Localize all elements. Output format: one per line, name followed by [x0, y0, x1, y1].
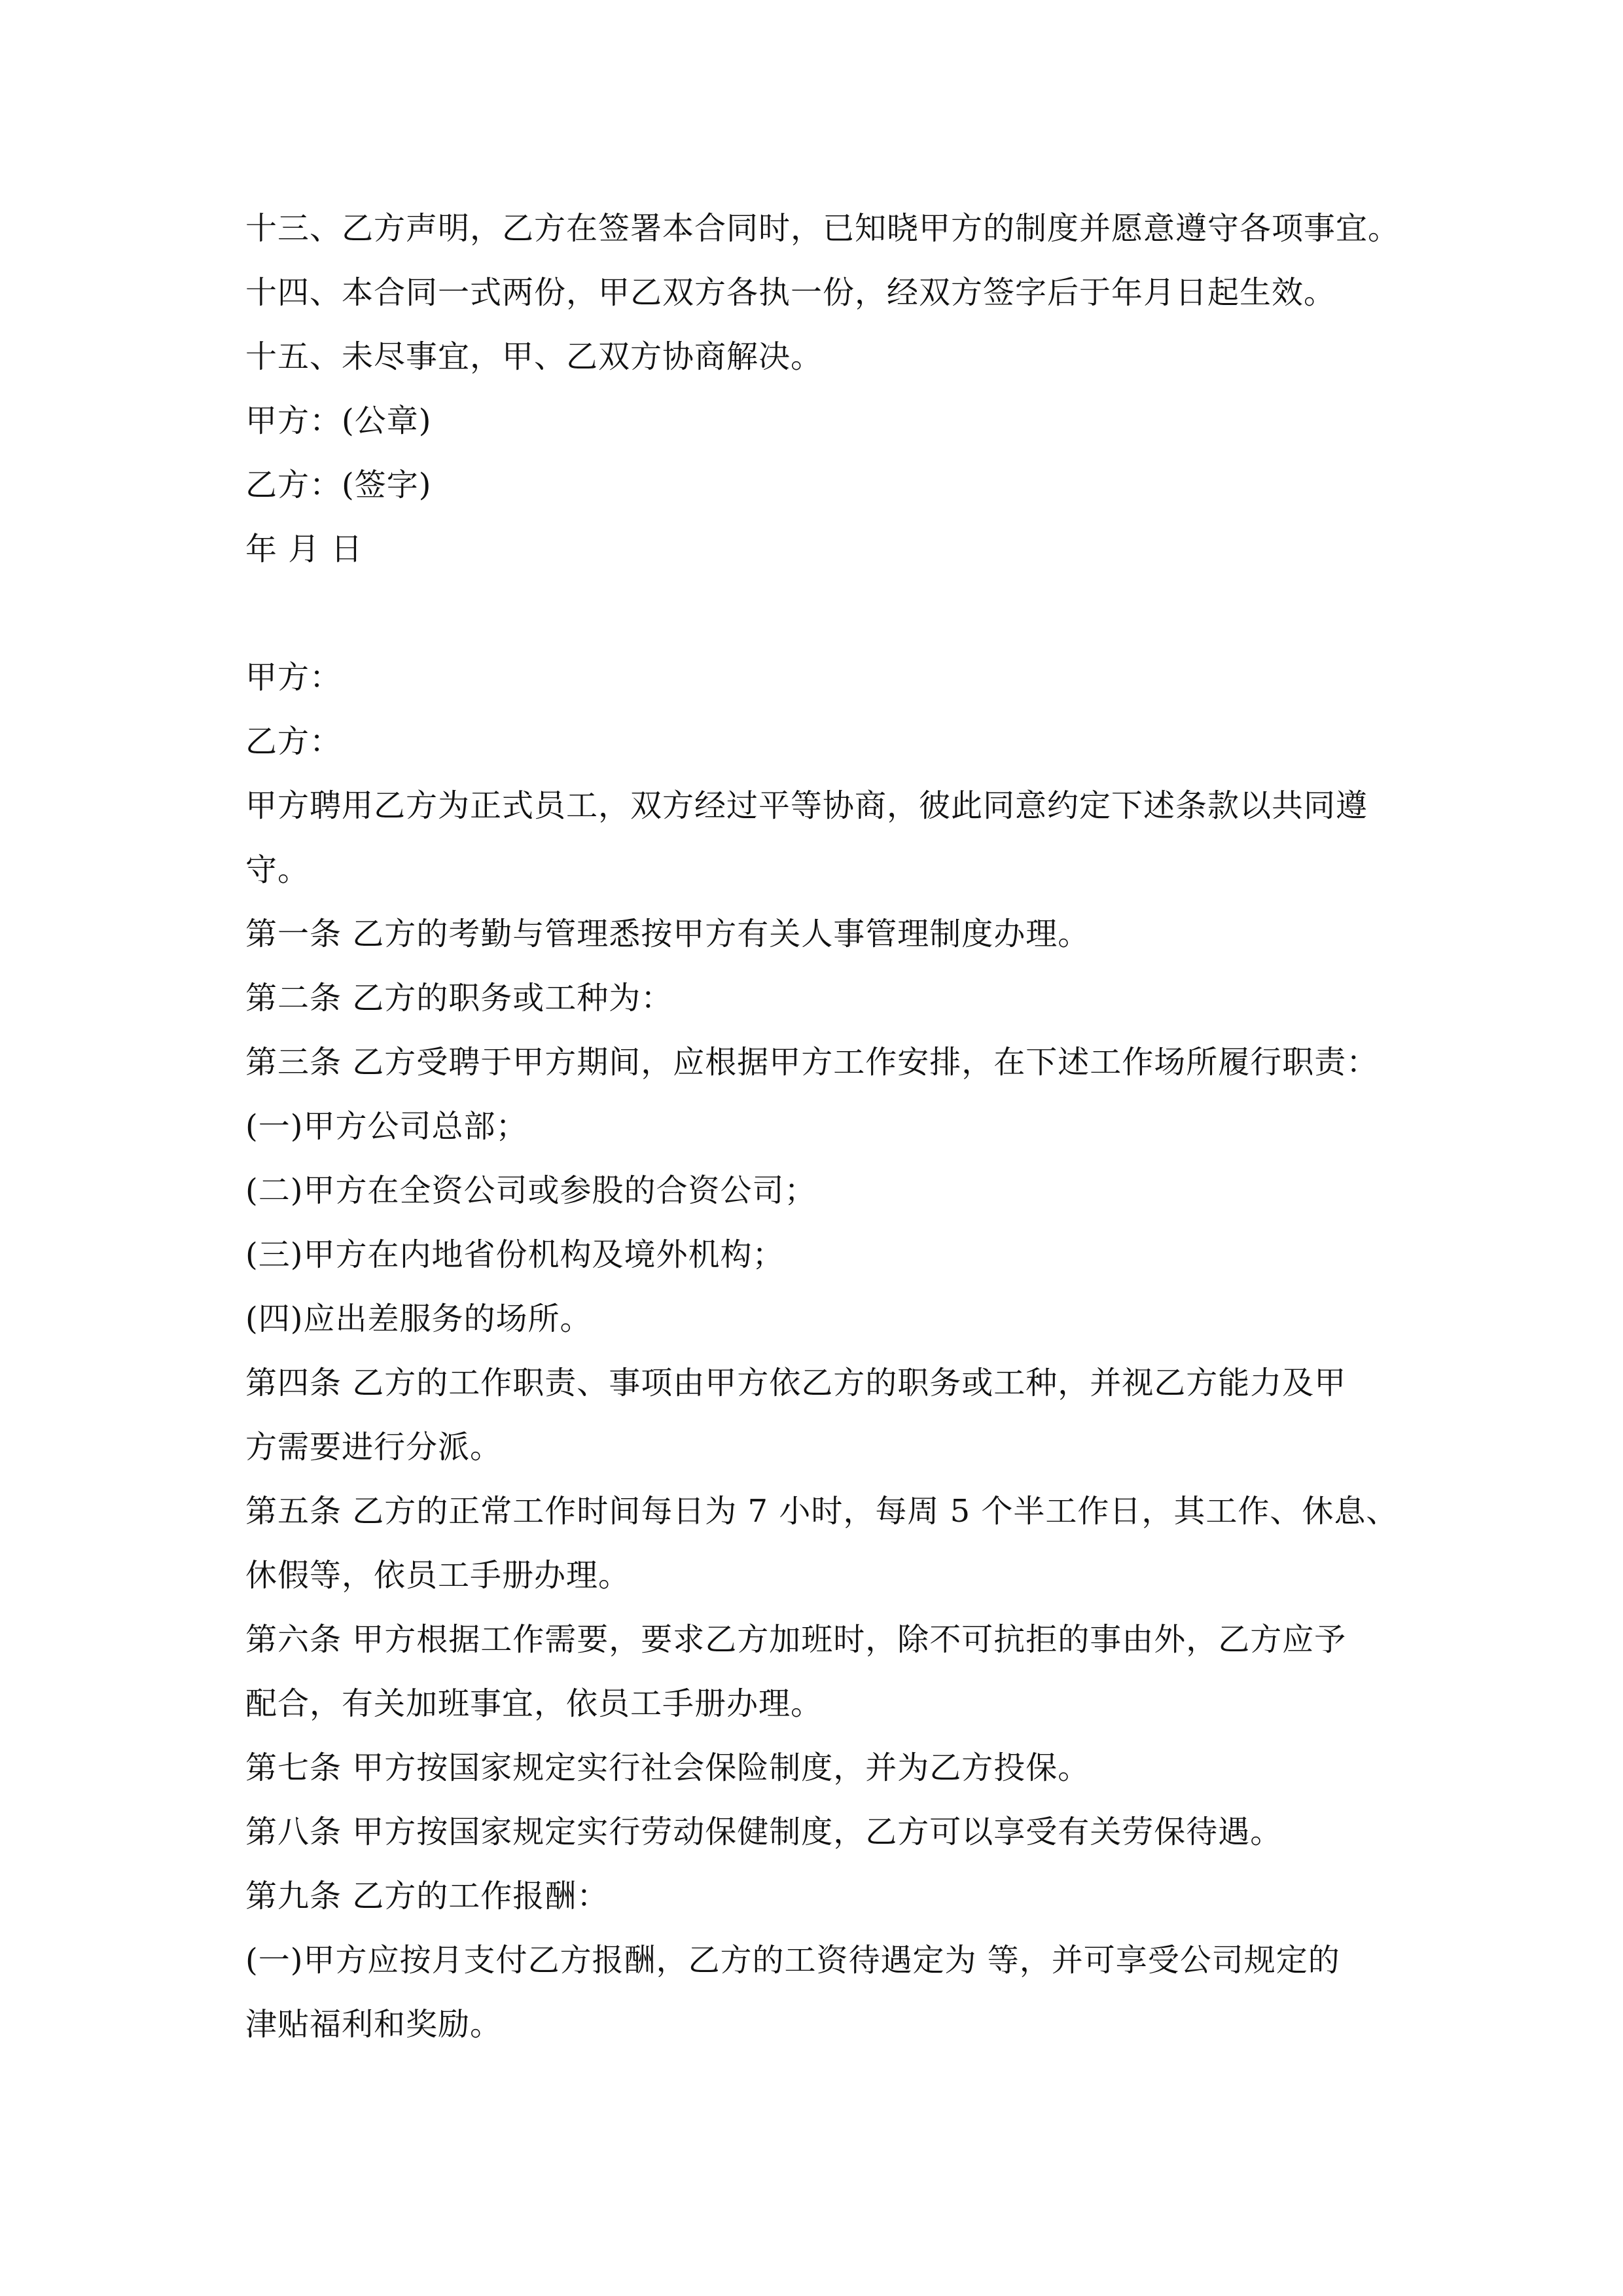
article-3-item-4: (四)应出差服务的场所。 — [245, 1300, 592, 1337]
article-9-item-1-line-2: 津贴福利和奖励。 — [245, 2006, 503, 2043]
date-line: 年 月 日 — [245, 531, 363, 567]
clause-14: 十四、本合同一式两份，甲乙双方各执一份，经双方签字后于年月日起生效。 — [245, 274, 1336, 311]
clause-13: 十三、乙方声明，乙方在签署本合同时，已知晓甲方的制度并愿意遵守各项事宜。 — [245, 210, 1400, 247]
party-b-signature-line: 乙方：(签字) — [245, 467, 432, 503]
article-4-line-2: 方需要进行分派。 — [245, 1429, 503, 1465]
preamble-line-2: 守。 — [245, 852, 310, 888]
party-b-label: 乙方： — [245, 723, 342, 760]
article-2: 第二条 乙方的职务或工种为： — [245, 980, 673, 1016]
article-1: 第一条 乙方的考勤与管理悉按甲方有关人事管理制度办理。 — [245, 916, 1090, 952]
party-a-label: 甲方： — [245, 659, 342, 696]
party-a-seal-line: 甲方：(公章) — [245, 403, 432, 439]
clause-15: 十五、未尽事宜，甲、乙双方协商解决。 — [245, 338, 823, 375]
article-3-item-3: (三)甲方在内地省份机构及境外机构； — [245, 1236, 785, 1273]
article-9: 第九条 乙方的工作报酬： — [245, 1878, 609, 1914]
article-6-line-1: 第六条 甲方根据工作需要，要求乙方加班时，除不可抗拒的事由外，乙方应予 — [245, 1621, 1347, 1658]
article-9-item-1-line-1: (一)甲方应按月支付乙方报酬，乙方的工资待遇定为 等，并可享受公司规定的 — [245, 1942, 1340, 1979]
document-body — [245, 196, 1404, 2056]
article-8: 第八条 甲方按国家规定实行劳动保健制度，乙方可以享受有关劳保待遇。 — [245, 1814, 1283, 1850]
article-3-item-1: (一)甲方公司总部； — [245, 1108, 528, 1145]
preamble-line-1: 甲方聘用乙方为正式员工，双方经过平等协商，彼此同意约定下述条款以共同遵 — [245, 787, 1368, 824]
article-7: 第七条 甲方按国家规定实行社会保险制度，并为乙方投保。 — [245, 1749, 1090, 1786]
blank-line — [245, 581, 1404, 645]
article-3-item-2: (二)甲方在全资公司或参股的合资公司； — [245, 1172, 817, 1209]
article-6-line-2: 配合，有关加班事宜，依员工手册办理。 — [245, 1685, 823, 1722]
article-4-line-1: 第四条 乙方的工作职责、事项由甲方依乙方的职务或工种，并视乙方能力及甲 — [245, 1365, 1347, 1401]
article-5-line-2: 休假等，依员工手册办理。 — [245, 1557, 631, 1594]
article-5-line-1: 第五条 乙方的正常工作时间每日为 7 小时，每周 5 个半工作日，其工作、休息、 — [245, 1493, 1399, 1530]
article-3: 第三条 乙方受聘于甲方期间，应根据甲方工作安排，在下述工作场所履行职责： — [245, 1044, 1379, 1081]
